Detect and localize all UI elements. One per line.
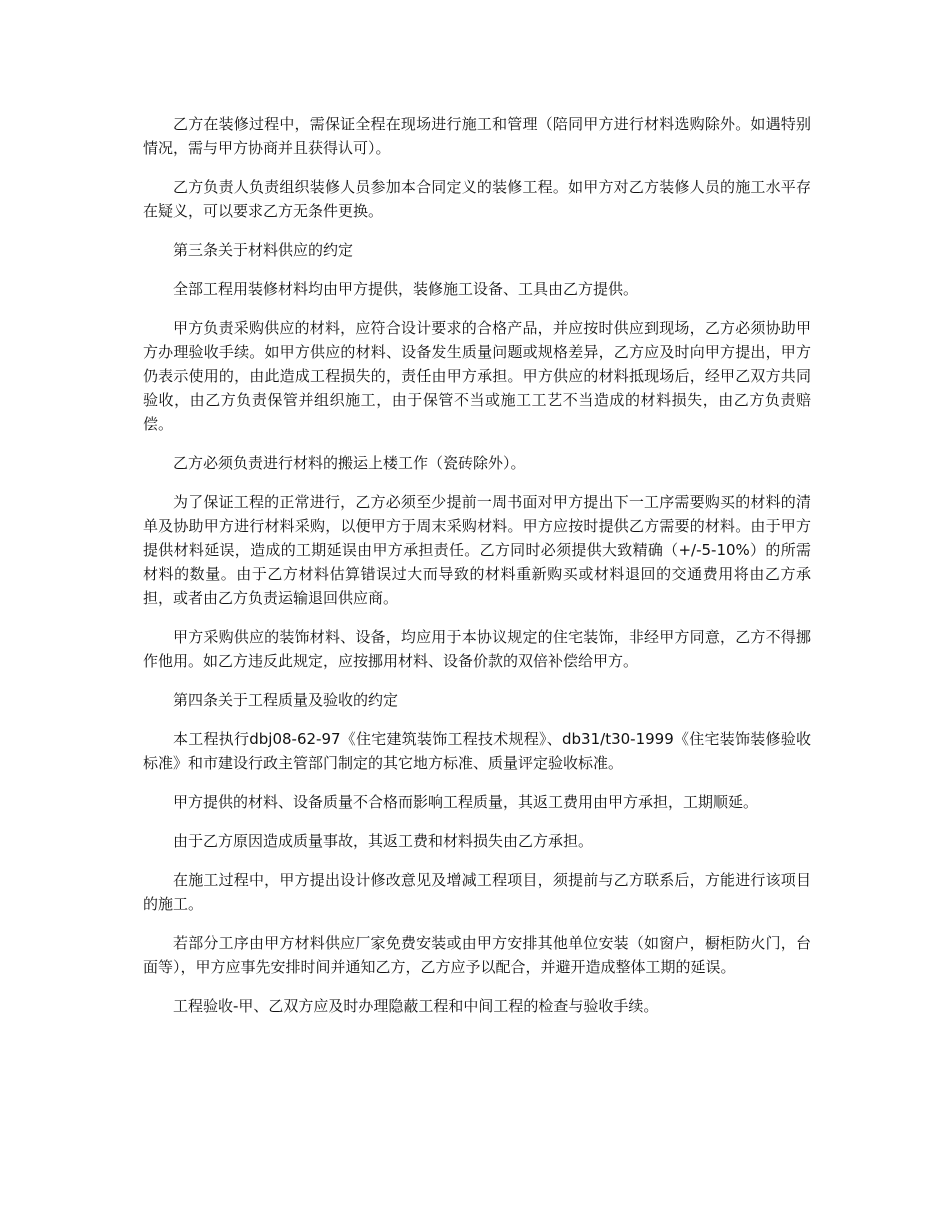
paragraph-third-party-installation: 若部分工序由甲方材料供应厂家免费安装或由甲方安排其他单位安装（如窗户，橱柜防火门，台面等），甲方应事先安排时间并通知乙方，乙方应予以配合，并避开造成整体工期的延误。 <box>143 934 811 976</box>
paragraph-material-supply: 全部工程用装修材料均由甲方提供，装修施工设备、工具由乙方提供。 <box>173 280 639 298</box>
paragraph-material-list: 为了保证工程的正常进行，乙方必须至少提前一周书面对甲方提出下一工序需要购买的材料的清单及协助甲方进行材料采购，以便甲方于周末采购材料。甲方应按时提供乙方需要的材料。由于甲方提供材料延误，造成的工期延误由甲方承担责任。乙方同时必须提供大致精确（+/-5-10%）的所需材料的数量。由于乙方材料估算错误过大而导致的材料重新购买或材料退回的交通费用将由乙方承担，或者由乙方负责运输退回供应商。 <box>143 493 811 607</box>
paragraph-standards: 本工程执行dbj08-62-97《住宅建筑装饰工程技术规程》、db31/t30-1999《住宅装饰装修验收标准》和市建设行政主管部门制定的其它地方标准、质量评定验收标准。 <box>143 730 811 772</box>
section-heading-article-3: 第三条关于材料供应的约定 <box>173 241 354 259</box>
section-heading-article-4: 第四条关于工程质量及验收的约定 <box>173 691 399 709</box>
paragraph-purchase-responsibility: 甲方负责采购供应的材料，应符合设计要求的合格产品，并应按时供应到现场，乙方必须协助甲方办理验收手续。如甲方供应的材料、设备发生质量问题或规格差异，乙方应及时向甲方提出，甲方仍表示使用的，由此造成工程损失的，责任由甲方承担。甲方供应的材料抵现场后，经甲乙双方共同验收，由乙方负责保管并组织施工，由于保管不当或施工工艺不当造成的材料损失，由乙方负责赔偿。 <box>143 319 811 433</box>
paragraph-material-usage: 甲方采购供应的装饰材料、设备，均应用于本协议规定的住宅装饰，非经甲方同意，乙方不得挪作他用。如乙方违反此规定，应按挪用材料、设备价款的双倍补偿给甲方。 <box>143 628 811 670</box>
paragraph-material-defect: 甲方提供的材料、设备质量不合格而影响工程质量，其返工费用由甲方承担，工期顺延。 <box>173 793 759 811</box>
paragraph-site-supervision: 乙方在装修过程中，需保证全程在现场进行施工和管理（陪同甲方进行材料选购除外。如遇特别情况，需与甲方协商并且获得认可）。 <box>143 115 811 157</box>
paragraph-staff-replacement: 乙方负责人负责组织装修人员参加本合同定义的装修工程。如甲方对乙方装修人员的施工水平存在疑义，可以要求乙方无条件更换。 <box>143 178 811 220</box>
paragraph-acceptance: 工程验收-甲、乙双方应及时办理隐蔽工程和中间工程的检查与验收手续。 <box>173 997 659 1015</box>
document-body <box>143 112 811 1033</box>
paragraph-material-carrying: 乙方必须负责进行材料的搬运上楼工作（瓷砖除外）。 <box>173 454 526 472</box>
paragraph-design-changes: 在施工过程中，甲方提出设计修改意见及增减工程项目，须提前与乙方联系后，方能进行该项目的施工。 <box>143 871 811 913</box>
paragraph-quality-accident: 由于乙方原因造成质量事故，其返工费和材料损失由乙方承担。 <box>173 832 594 850</box>
